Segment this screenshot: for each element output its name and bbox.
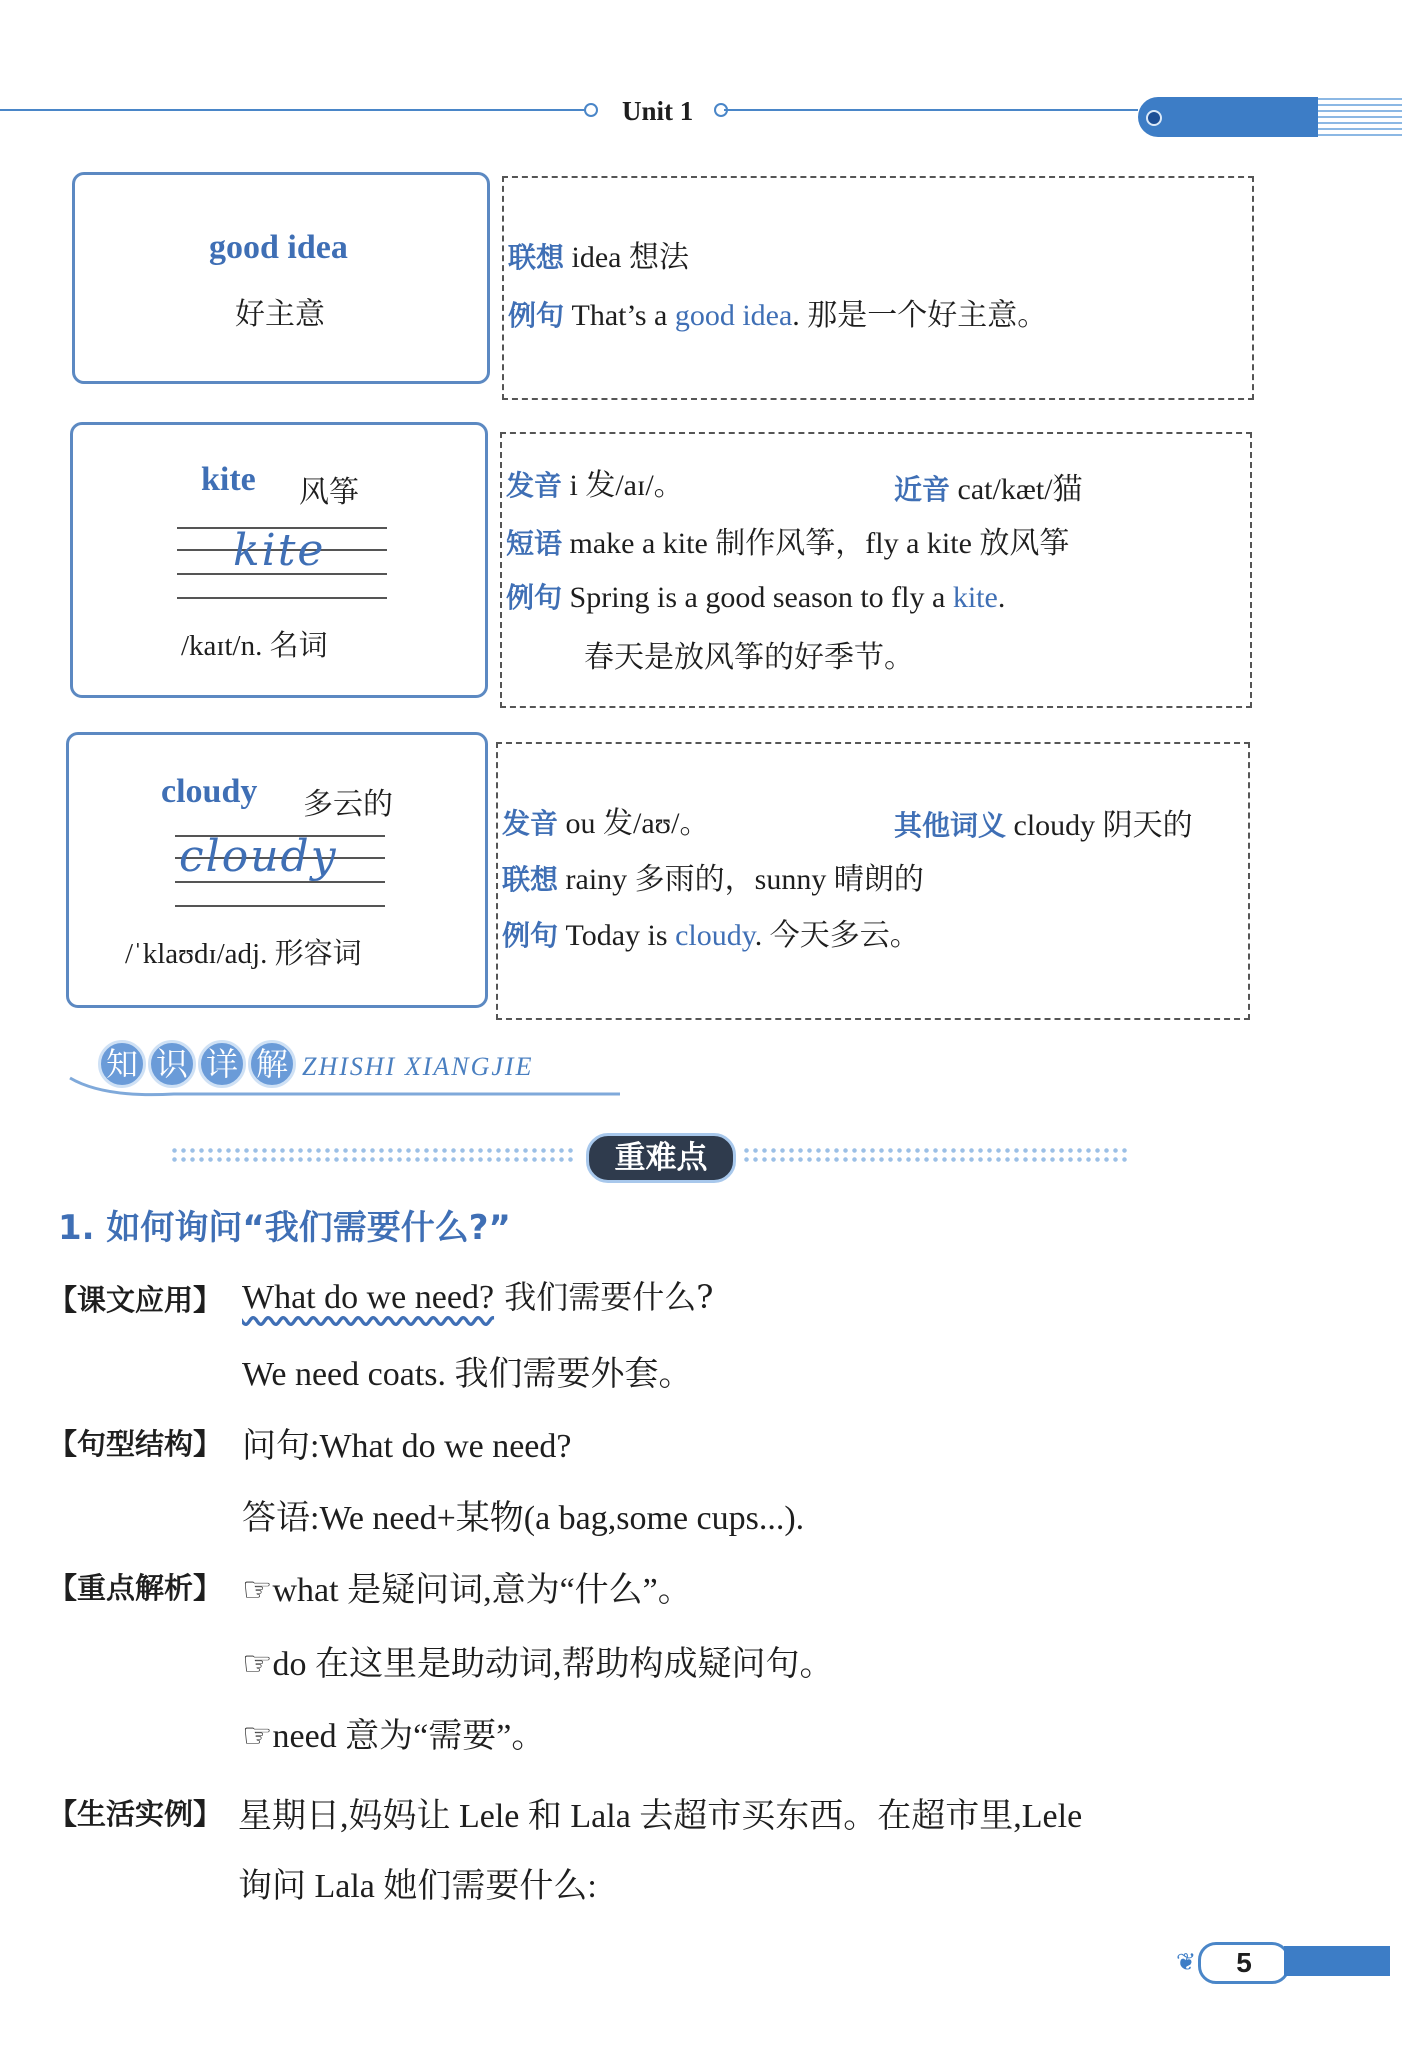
note-text: cat/kæt/猫: [957, 473, 1083, 506]
tag-key-analysis: [48, 1566, 222, 1607]
header-stripes: [1318, 98, 1402, 138]
section-char: 解: [248, 1040, 296, 1088]
body-line: We need coats. 我们需要外套。: [242, 1356, 693, 1393]
dotted-divider-left: [170, 1146, 576, 1164]
note-label: 例句: [502, 919, 559, 952]
note-line: [502, 854, 924, 898]
body-line: 询问 Lala 她们需要什么:: [238, 1868, 597, 1905]
tag-text-application: [48, 1278, 222, 1319]
note-label: 短语: [506, 527, 563, 560]
note-label: 例句: [506, 581, 563, 614]
header-rule-right: [724, 109, 1138, 111]
body-line: ☞what 是疑问词,意为“什么”。: [242, 1572, 692, 1609]
note-box-kite: [500, 432, 1252, 708]
phonetic: /kaɪt/n. 名词: [181, 630, 328, 662]
note-highlight: good idea: [674, 299, 793, 332]
note-text: rainy 多雨的，sunny 晴朗的: [565, 863, 924, 896]
section-char: 识: [148, 1040, 196, 1088]
note-line: [502, 910, 920, 954]
note-label: 例句: [508, 299, 565, 332]
dotted-divider-right: [742, 1146, 1128, 1164]
note-text: . 那是一个好主意。: [792, 299, 1048, 332]
word-chinese: 风筝: [299, 475, 359, 510]
body-line: 答语:We need+某物(a bag,some cups...).: [242, 1500, 805, 1537]
note-box-good-idea: [502, 176, 1254, 400]
note-label: 近音: [894, 473, 951, 506]
note-label: 发音: [506, 469, 563, 502]
tag-label: 【句型结构】: [48, 1427, 223, 1461]
note-line: [502, 798, 709, 842]
page-number: 5: [1198, 1942, 1290, 1984]
note-text: cloudy 阴天的: [1013, 809, 1193, 842]
leaf-icon: ❦: [1176, 1948, 1197, 1976]
phonetic: /ˈklaʊdɪ/adj. 形容词: [125, 938, 362, 970]
note-text: That’s a: [571, 299, 675, 332]
note-line: [506, 576, 1005, 616]
note-line: [508, 232, 689, 276]
key-point-badge: 重难点: [586, 1133, 736, 1183]
note-label: 联想: [502, 863, 559, 896]
body-line: 问句:What do we need?: [242, 1428, 572, 1465]
footer-bar: [1284, 1946, 1390, 1976]
header-tab-bar: [1138, 97, 1318, 137]
section-pinyin: ZHISHI XIANGJIE: [302, 1052, 534, 1081]
tag-label: 【生活实例】: [48, 1797, 223, 1831]
note-line: [894, 800, 1193, 844]
word-chinese: 多云的: [303, 787, 393, 822]
unit-title: Unit 1: [622, 96, 694, 126]
section-char: 详: [198, 1040, 246, 1088]
body-line: ☞do 在这里是助动词,帮助构成疑问句。: [242, 1646, 834, 1683]
body-line: 星期日,妈妈让 Lele 和 Lala 去超市买东西。在超市里,Lele: [238, 1798, 1083, 1835]
tag-label: 【重点解析】: [48, 1571, 223, 1605]
note-text: Spring is a good season to fly a: [569, 581, 953, 614]
note-text: . 今天多云。: [754, 919, 920, 952]
note-text: .: [997, 581, 1006, 614]
example-translation: 我们需要什么?: [494, 1278, 714, 1316]
tag-life-example: [48, 1792, 222, 1833]
note-text: i 发/aɪ/。: [569, 469, 684, 502]
note-text: make a kite 制作风筝，fly a kite 放风筝: [569, 527, 1070, 560]
note-line: [508, 290, 1047, 334]
header-dot-left: [584, 103, 598, 117]
note-line: [506, 460, 684, 504]
word-card-good-idea: [72, 172, 490, 384]
note-translation: 春天是放风筝的好季节。: [584, 641, 914, 674]
tag-sentence-structure: [48, 1422, 222, 1463]
header-knob: [1146, 110, 1162, 126]
body-line: [242, 1272, 713, 1318]
note-highlight: kite: [952, 581, 998, 614]
word-english: good idea: [209, 229, 348, 266]
note-highlight: cloudy: [675, 919, 755, 952]
word-chinese: 好主意: [235, 297, 325, 332]
header-rule-left: [0, 109, 590, 111]
note-text: Today is: [565, 919, 676, 952]
word-english: kite: [201, 461, 256, 498]
note-label: 其他词义: [894, 809, 1007, 842]
body-line: ☞need 意为“需要”。: [242, 1718, 546, 1755]
note-line: [894, 464, 1083, 508]
note-label: 联想: [508, 241, 565, 274]
handwriting-word: kite: [233, 525, 326, 576]
note-text: idea 想法: [571, 241, 689, 274]
note-box-cloudy: [496, 742, 1250, 1020]
note-label: 发音: [502, 807, 559, 840]
point-heading: 1. 如何询问“我们需要什么?”: [58, 1208, 511, 1248]
section-char: 知: [98, 1040, 146, 1088]
word-card-cloudy: [66, 732, 488, 1008]
example-question: What do we need?: [242, 1279, 495, 1316]
tag-label: 【课文应用】: [48, 1283, 223, 1317]
note-line: [506, 518, 1069, 562]
handwriting-word: cloudy: [179, 831, 338, 882]
word-english: cloudy: [161, 773, 258, 810]
note-text: ou 发/aʊ/。: [565, 807, 710, 840]
word-card-kite: [70, 422, 488, 698]
